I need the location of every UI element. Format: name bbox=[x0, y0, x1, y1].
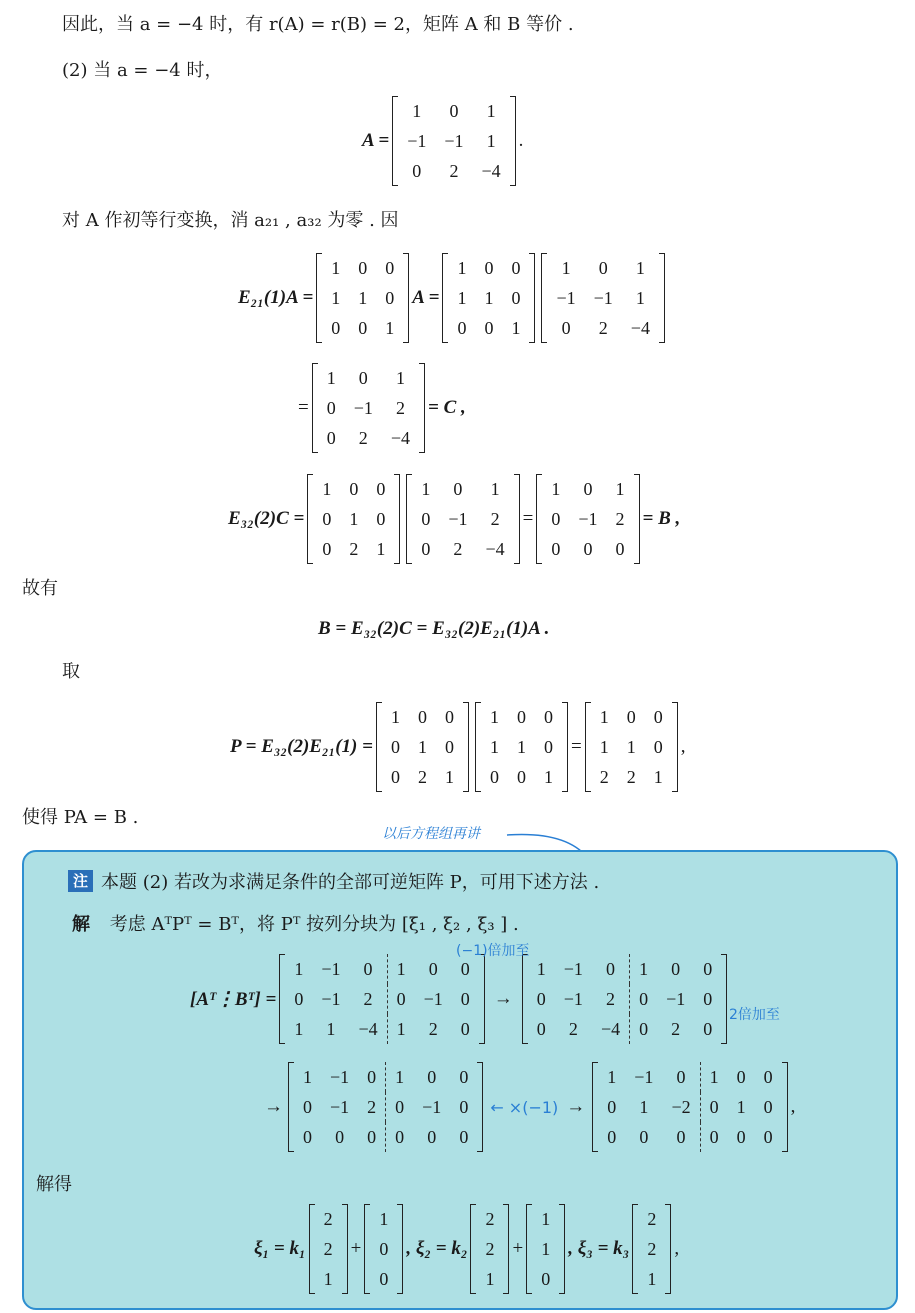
matrix-cell: 1 bbox=[736, 1097, 746, 1117]
matrix-cell: 0 bbox=[583, 479, 593, 499]
text-line-such-that: 使得 PA = B . bbox=[22, 807, 139, 828]
matrix-cell: 1 bbox=[358, 288, 368, 308]
arrow-3: → bbox=[566, 1096, 586, 1117]
matrix-aug-1 bbox=[279, 954, 484, 1044]
matrix-aug-4 bbox=[592, 1062, 787, 1152]
matrix-cell: 1 bbox=[457, 258, 467, 278]
matrix-cell: 1 bbox=[390, 707, 400, 727]
matrix-cell: 0 bbox=[484, 258, 494, 278]
matrix-cell: 0 bbox=[484, 318, 494, 338]
matrix-cell: −1 bbox=[423, 989, 443, 1009]
matrix-cell: 1 bbox=[294, 1019, 304, 1039]
matrix-cell: −1 bbox=[563, 959, 583, 979]
matrix-cell: 2 bbox=[449, 161, 459, 181]
arrow-2: → bbox=[264, 1096, 283, 1117]
matrix-cell: 1 bbox=[635, 258, 645, 278]
matrix-aug-2 bbox=[522, 954, 727, 1044]
matrix-cell: 1 bbox=[444, 767, 454, 787]
matrix-cell: 0 bbox=[671, 959, 681, 979]
matrix-cell: 1 bbox=[700, 1062, 728, 1092]
matrix-cell: 0 bbox=[459, 1097, 469, 1117]
matrix-cell: 0 bbox=[303, 1097, 312, 1117]
matrix-cell: 1 bbox=[485, 1269, 495, 1289]
equation-A: A = 1 0 1 −1 −1 1 0 2 −4 . bbox=[362, 96, 523, 186]
xi2-label: , ξ₂ = k₂ bbox=[406, 1238, 468, 1259]
matrix-cell: 1 bbox=[516, 737, 526, 757]
matrix-cell: 0 bbox=[303, 1127, 312, 1147]
matrix-cell: 1 bbox=[615, 479, 625, 499]
matrix-C bbox=[312, 363, 425, 453]
matrix-cell: 0 bbox=[390, 737, 400, 757]
matrix-cell: 2 bbox=[323, 1209, 333, 1229]
matrix-cell: 1 bbox=[484, 288, 494, 308]
matrix-C-2 bbox=[406, 474, 519, 564]
matrix-cell: 0 bbox=[386, 1092, 414, 1122]
matrix-cell: 1 bbox=[294, 959, 304, 979]
matrix-cell: 0 bbox=[427, 1067, 437, 1087]
matrix-cell: 1 bbox=[653, 767, 663, 787]
equation-C: = 1 0 1 0 −1 2 0 2 −4 = C , bbox=[298, 363, 466, 453]
matrix-cell: 2 bbox=[490, 509, 500, 529]
matrix-cell: 0 bbox=[630, 1014, 658, 1044]
matrix-cell: 1 bbox=[551, 479, 561, 499]
equation-P: P = E₃₂(2)E₂₁(1) = 1 0 0 0 1 0 0 2 1 1 0 0 1 1 0 0 0 1 = 1 0 0 1 1 0 2 2 1 , bbox=[230, 702, 685, 792]
matrix-cell: 0 bbox=[489, 767, 499, 787]
matrix-cell: −1 bbox=[407, 131, 427, 151]
matrix-cell: 0 bbox=[460, 959, 470, 979]
matrix-cell: 0 bbox=[583, 539, 593, 559]
matrix-cell: −4 bbox=[600, 1019, 621, 1039]
solution-text: 考虑 AᵀPᵀ = Bᵀ，将 Pᵀ 按列分块为 [ξ₁ , ξ₂ , ξ₃ ] . bbox=[109, 914, 519, 935]
solution-label: 解 bbox=[72, 914, 90, 935]
matrix-cell: 0 bbox=[639, 1127, 649, 1147]
matrix-cell: 0 bbox=[349, 479, 359, 499]
matrix-cell: 2 bbox=[671, 1019, 681, 1039]
eq-B-label: = B , bbox=[642, 508, 681, 529]
xi1-label: ξ₁ = k₁ bbox=[254, 1238, 306, 1259]
matrix-cell: 0 bbox=[421, 509, 431, 529]
matrix-cell: −1 bbox=[422, 1097, 442, 1117]
matrix-cell: 0 bbox=[379, 1239, 389, 1259]
vector-xi2-part bbox=[526, 1204, 565, 1294]
matrix-cell: 1 bbox=[421, 479, 431, 499]
matrix-cell: 0 bbox=[459, 1127, 469, 1147]
note-tag: 注 bbox=[68, 870, 93, 892]
matrix-cell: 0 bbox=[453, 479, 463, 499]
matrix-cell: 0 bbox=[630, 984, 658, 1014]
matrix-cell: −4 bbox=[481, 161, 501, 181]
matrix-cell: 0 bbox=[427, 1127, 437, 1147]
matrix-cell: −2 bbox=[671, 1097, 691, 1117]
matrix-cell: 0 bbox=[700, 1122, 728, 1152]
matrix-cell: 2 bbox=[323, 1239, 333, 1259]
annotation-times2: 2倍加至 bbox=[729, 1007, 780, 1023]
matrix-cell: 1 bbox=[322, 479, 332, 499]
matrix-cell: 1 bbox=[331, 258, 341, 278]
matrix-cell: 1 bbox=[490, 479, 500, 499]
vector-xi1-part bbox=[364, 1204, 403, 1294]
matrix-cell: 0 bbox=[543, 737, 553, 757]
annotation-minus1: (−1)倍加至 bbox=[456, 943, 530, 959]
matrix-cell: 0 bbox=[358, 318, 368, 338]
matrix-cell: 0 bbox=[367, 1127, 377, 1147]
matrix-cell: −1 bbox=[666, 989, 686, 1009]
vector-xi2-dir bbox=[470, 1204, 509, 1294]
text-line-row-ops: 对 A 作初等行变换，消 a₂₁ , a₃₂ 为零 . 因 bbox=[62, 210, 399, 231]
matrix-cell: 0 bbox=[703, 959, 713, 979]
solution-line bbox=[72, 910, 519, 936]
matrix-cell: −1 bbox=[444, 131, 464, 151]
matrix-cell: −1 bbox=[321, 989, 341, 1009]
matrix-cell: 0 bbox=[457, 318, 467, 338]
note-box bbox=[22, 850, 898, 1310]
matrix-cell: 0 bbox=[326, 428, 336, 448]
annotation-neg: ← ×(−1) bbox=[490, 1097, 559, 1117]
matrix-cell: 0 bbox=[460, 1019, 470, 1039]
matrix-cell: 0 bbox=[459, 1067, 469, 1087]
matrix-cell: −1 bbox=[593, 288, 613, 308]
matrix-cell: 1 bbox=[541, 1239, 551, 1259]
matrix-cell: 1 bbox=[379, 1209, 389, 1229]
matrix-cell: 0 bbox=[376, 479, 386, 499]
matrix-cell: 1 bbox=[489, 707, 499, 727]
matrix-cell: −1 bbox=[321, 959, 341, 979]
note-header bbox=[68, 868, 599, 894]
matrix-cell: 0 bbox=[379, 1269, 389, 1289]
matrix-cell: 1 bbox=[386, 1062, 414, 1092]
matrix-cell: 0 bbox=[460, 989, 470, 1009]
matrix-cell: 0 bbox=[428, 959, 438, 979]
matrix-cell: −1 bbox=[330, 1097, 350, 1117]
matrix-cell: 1 bbox=[599, 737, 609, 757]
matrix-cell: 0 bbox=[390, 767, 400, 787]
matrix-cell: 0 bbox=[331, 318, 341, 338]
matrix-cell: 2 bbox=[647, 1239, 657, 1259]
matrix-cell: 0 bbox=[561, 318, 571, 338]
matrix-cell: 0 bbox=[607, 1127, 617, 1147]
matrix-cell: −1 bbox=[556, 288, 576, 308]
solved-label: 解得 bbox=[36, 1174, 72, 1195]
matrix-cell: 0 bbox=[385, 288, 395, 308]
matrix-cell: 1 bbox=[639, 1097, 649, 1117]
matrix-cell: 2 bbox=[598, 318, 608, 338]
matrix-cell: 1 bbox=[326, 1019, 336, 1039]
matrix-cell: 2 bbox=[395, 398, 405, 418]
A-label: A = bbox=[362, 130, 390, 151]
P-label: P = E₃₂(2)E₂₁(1) = bbox=[230, 736, 373, 757]
matrix-cell: −1 bbox=[634, 1067, 654, 1087]
matrix-cell: 0 bbox=[358, 258, 368, 278]
matrix-cell: 1 bbox=[457, 288, 467, 308]
matrix-cell: −1 bbox=[563, 989, 583, 1009]
matrix-cell: 1 bbox=[599, 707, 609, 727]
matrix-cell: 1 bbox=[511, 318, 521, 338]
matrix-cell: 0 bbox=[511, 258, 521, 278]
matrix-cell: −4 bbox=[485, 539, 505, 559]
augmented-step-2: → 1 −1 0 1 0 0 0 −1 2 0 −1 0 0 0 0 0 0 0 ← ×(−1) → 1 −1 0 1 0 0 0 1 −2 0 1 0 0 0 0 0 0 0 , bbox=[264, 1062, 795, 1152]
matrix-cell: −4 bbox=[358, 1019, 378, 1039]
matrix-cell: 2 bbox=[485, 1239, 495, 1259]
matrix-cell: 1 bbox=[417, 737, 427, 757]
matrix-cell: 1 bbox=[349, 509, 359, 529]
matrix-cell: 0 bbox=[412, 161, 422, 181]
matrix-cell: 0 bbox=[626, 707, 636, 727]
matrix-cell: 2 bbox=[358, 428, 368, 448]
matrix-aug-3 bbox=[288, 1062, 483, 1152]
matrix-cell: 2 bbox=[568, 1019, 578, 1039]
matrix-cell: 2 bbox=[428, 1019, 438, 1039]
matrix-cell: 0 bbox=[367, 1067, 377, 1087]
equation-chain: B = E₃₂(2)C = E₃₂(2)E₂₁(1)A . bbox=[318, 618, 550, 639]
matrix-cell: 2 bbox=[485, 1209, 495, 1229]
augmented-step-1 bbox=[190, 954, 730, 1044]
matrix-cell: 1 bbox=[303, 1067, 312, 1087]
matrix-cell: 0 bbox=[653, 707, 663, 727]
matrix-cell: 2 bbox=[606, 989, 616, 1009]
note-text: 本题 (2) 若改为求满足条件的全部可逆矩阵 P，可用下述方法 . bbox=[101, 872, 600, 893]
matrix-cell: 1 bbox=[395, 368, 405, 388]
text-line-conclusion: 因此，当 a = −4 时，有 r(A) = r(B) = 2，矩阵 A 和 B 等价 . bbox=[62, 14, 574, 35]
matrix-cell: 0 bbox=[421, 539, 431, 559]
matrix-cell: 1 bbox=[412, 101, 422, 121]
matrix-cell: 2 bbox=[349, 539, 359, 559]
matrix-cell: −4 bbox=[390, 428, 411, 448]
matrix-cell: 0 bbox=[326, 398, 336, 418]
matrix-cell: 2 bbox=[647, 1209, 657, 1229]
matrix-cell: 0 bbox=[541, 1269, 551, 1289]
matrix-cell: −1 bbox=[330, 1067, 350, 1087]
matrix-cell: 0 bbox=[536, 1019, 546, 1039]
matrix-cell: 1 bbox=[626, 737, 636, 757]
equation-E21A: E₂₁(1)A = 1 0 0 1 1 0 0 0 1 A = 1 0 0 1 1 0 0 0 1 1 0 1 −1 −1 1 0 2 −4 bbox=[238, 253, 668, 343]
matrix-E21 bbox=[316, 253, 409, 343]
matrix-cell: 1 bbox=[607, 1067, 617, 1087]
text-line-part2: (2) 当 a = −4 时， bbox=[62, 60, 223, 81]
matrix-cell: 1 bbox=[561, 258, 571, 278]
matrix-cell: 0 bbox=[763, 1067, 773, 1087]
matrix-cell: 2 bbox=[417, 767, 427, 787]
matrix-cell: 1 bbox=[326, 368, 336, 388]
matrix-cell: 0 bbox=[363, 959, 373, 979]
matrix-cell: 1 bbox=[630, 954, 658, 984]
matrix-cell: 1 bbox=[486, 131, 496, 151]
matrix-cell: 2 bbox=[363, 989, 373, 1009]
matrix-cell: 0 bbox=[376, 509, 386, 529]
end-comma: , bbox=[674, 1238, 680, 1259]
matrix-cell: 0 bbox=[335, 1127, 345, 1147]
matrix-cell: 1 bbox=[387, 954, 415, 984]
matrix-cell: 1 bbox=[331, 288, 341, 308]
matrix-cell: 0 bbox=[676, 1127, 686, 1147]
matrix-cell: 0 bbox=[736, 1127, 746, 1147]
matrix-cell: 0 bbox=[444, 707, 454, 727]
text-line-take: 取 bbox=[62, 661, 80, 682]
matrix-cell: 2 bbox=[626, 767, 636, 787]
matrix-cell: −4 bbox=[630, 318, 650, 338]
annotation-later: 以后方程组再讲 bbox=[382, 826, 480, 842]
matrix-cell: 1 bbox=[536, 959, 546, 979]
matrix-cell: 0 bbox=[449, 101, 459, 121]
plus-1: + bbox=[350, 1238, 362, 1259]
matrix-E21-P bbox=[475, 702, 568, 792]
matrix-cell: 0 bbox=[444, 737, 454, 757]
matrix-cell: 1 bbox=[376, 539, 386, 559]
matrix-cell: 0 bbox=[536, 989, 546, 1009]
matrix-cell: −1 bbox=[353, 398, 373, 418]
arrow-1: → bbox=[493, 988, 513, 1009]
matrix-cell: 0 bbox=[703, 989, 713, 1009]
matrix-cell: 1 bbox=[323, 1269, 333, 1289]
plus-2: + bbox=[512, 1238, 524, 1259]
matrix-cell: 1 bbox=[543, 767, 553, 787]
matrix-cell: 1 bbox=[541, 1209, 551, 1229]
matrix-cell: 0 bbox=[516, 707, 526, 727]
matrix-cell: 1 bbox=[635, 288, 645, 308]
matrix-cell: 0 bbox=[511, 288, 521, 308]
matrix-cell: 0 bbox=[615, 539, 625, 559]
matrix-cell: 0 bbox=[676, 1067, 686, 1087]
matrix-cell: 0 bbox=[543, 707, 553, 727]
matrix-cell: 2 bbox=[599, 767, 609, 787]
matrix-cell: 2 bbox=[367, 1097, 377, 1117]
matrix-cell: 1 bbox=[489, 737, 499, 757]
matrix-cell: 0 bbox=[385, 258, 395, 278]
equation-E32C: E₃₂(2)C = 1 0 0 0 1 0 0 2 1 1 0 1 0 −1 2 0 2 −4 = 1 0 1 0 −1 2 0 0 0 = B , bbox=[228, 474, 680, 564]
matrix-cell: 0 bbox=[736, 1067, 746, 1087]
matrix-cell: 0 bbox=[551, 539, 561, 559]
text-line-hence: 故有 bbox=[22, 578, 58, 599]
E21-label: E₂₁(1)A = bbox=[238, 287, 314, 308]
matrix-cell: 0 bbox=[322, 539, 332, 559]
matrix-cell: 0 bbox=[551, 509, 561, 529]
matrix-cell: 1 bbox=[385, 318, 395, 338]
eq-C-label: = C , bbox=[428, 397, 466, 418]
matrix-cell: −1 bbox=[578, 509, 598, 529]
matrix-cell: 0 bbox=[387, 984, 415, 1014]
matrix-P bbox=[585, 702, 678, 792]
matrix-A-2 bbox=[541, 253, 664, 343]
matrix-cell: 0 bbox=[606, 959, 616, 979]
matrix-cell: 0 bbox=[516, 767, 526, 787]
matrix-cell: 0 bbox=[322, 509, 332, 529]
matrix-B bbox=[536, 474, 639, 564]
matrix-cell: 0 bbox=[598, 258, 608, 278]
matrix-E21-2 bbox=[442, 253, 535, 343]
matrix-cell: 0 bbox=[763, 1097, 773, 1117]
matrix-cell: 0 bbox=[358, 368, 368, 388]
matrix-cell: 1 bbox=[387, 1014, 415, 1044]
matrix-cell: 0 bbox=[763, 1127, 773, 1147]
matrix-cell: 1 bbox=[486, 101, 496, 121]
matrix-cell: 0 bbox=[653, 737, 663, 757]
matrix-A bbox=[392, 96, 515, 186]
matrix-cell: 1 bbox=[647, 1269, 657, 1289]
E32-label: E₃₂(2)C = bbox=[228, 508, 305, 529]
matrix-E32-P bbox=[376, 702, 469, 792]
matrix-cell: −1 bbox=[448, 509, 468, 529]
matrix-cell: 0 bbox=[294, 989, 304, 1009]
matrix-cell: 0 bbox=[700, 1092, 728, 1122]
matrix-E32 bbox=[307, 474, 400, 564]
aug-label: [Aᵀ⋮Bᵀ] = bbox=[190, 988, 277, 1010]
matrix-cell: 0 bbox=[607, 1097, 617, 1117]
vector-xi3-dir bbox=[632, 1204, 671, 1294]
matrix-cell: 2 bbox=[453, 539, 463, 559]
matrix-cell: 2 bbox=[615, 509, 625, 529]
matrix-cell: 0 bbox=[703, 1019, 713, 1039]
matrix-cell: 0 bbox=[386, 1122, 414, 1152]
vector-xi1-dir bbox=[309, 1204, 348, 1294]
xi3-label: , ξ₃ = k₃ bbox=[568, 1238, 630, 1259]
matrix-cell: 0 bbox=[417, 707, 427, 727]
xi-solutions bbox=[254, 1204, 679, 1294]
